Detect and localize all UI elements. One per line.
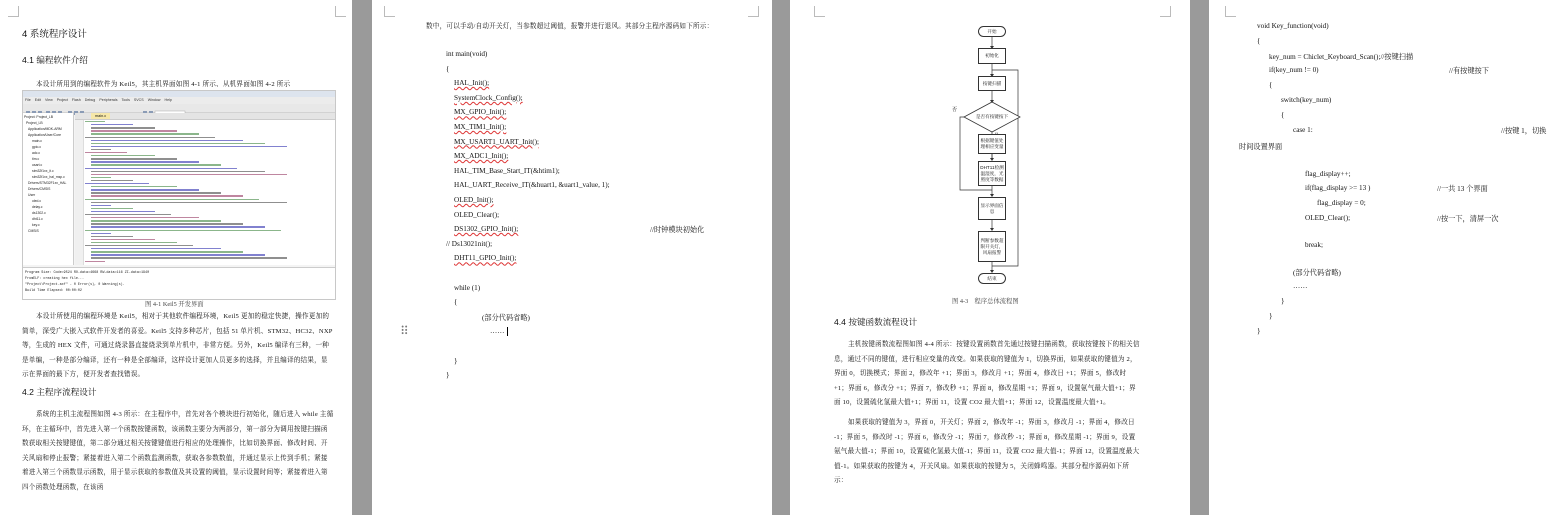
project-tree-item[interactable]: User [28,193,36,197]
code-line [91,149,111,150]
code-line: // Ds13021nit(); [446,239,493,248]
code-line: key_num = Chiclet_Keyboard_Scan();//按键扫描 [1269,52,1414,61]
code-line [85,152,127,153]
ide-menu-item[interactable]: Peripherals [99,98,118,102]
project-tree-item[interactable]: key.c [32,223,40,227]
project-tree-item[interactable]: Drivers/CMSIS [28,187,51,191]
paragraph: 本设计所使用的编程环境是 Keil5，相对于其他软件编程环境，Keil5 更加的稳定快捷，操作更加的简单，深受广大嵌入式软件开发者的喜爱。Keil5 支持多种芯片，包括 51 单片机、STM32、HC32、NXP 等，生成的 HEX 文件，可通过烧录器直接烧录到单片机中，非常方便。另外，Keil5 编译有三种，一种是单编，一种是部分编译，还有一种是全部编译，这样设计更加人员更多的选择，并且编译的结果，显示在界面的最下方，便开发者查找错误。 [22,313,333,378]
line-number-gutter [75,120,84,265]
crop-mark [1225,6,1236,17]
code-line [91,239,155,240]
ide-menu-item[interactable]: File [25,98,31,102]
code-line: { [1281,110,1285,119]
code-line: MX_USART1_UART_Init(); [454,137,539,146]
code-line [91,202,287,203]
code-line [91,242,177,243]
code-line: HAL_UART_Receive_IT(&huart1, &uart1_value, 1); [454,181,610,190]
code-editor[interactable] [75,113,335,265]
code-comment: //按一下，清屏一次 [1437,215,1499,223]
code-line [91,130,177,131]
drag-handle-icon[interactable]: ⠿ [400,324,409,338]
keil5-ide-screenshot [22,90,336,300]
code-line [85,214,171,215]
code-line [91,251,243,252]
project-tree-item[interactable]: dht11.c [32,217,43,221]
ide-menu-item[interactable]: Help [164,98,172,102]
code-line: { [1269,81,1273,90]
ide-menu-item[interactable]: SVCS [133,98,144,102]
code-line: DS1302_GPIO_Init(); [454,225,519,234]
project-tree-item[interactable]: stm32f1xx_hal_msp.c [32,175,65,179]
text-cursor [507,327,508,336]
code-line: flag_display = 0; [1317,199,1366,208]
code-line [91,180,133,181]
figure-caption: 图 4-1 Keil5 开发界面 [145,301,204,308]
code-line: OLED_Clear(); [1305,214,1351,222]
code-line [91,140,243,141]
flow-control: 判断参数超限开关灯，风扇报警 [978,231,1006,262]
code-line [91,124,133,125]
project-tree-item[interactable]: adc.c [32,151,41,155]
ide-menu-item[interactable]: View [45,98,53,102]
code-line: } [1269,312,1273,320]
project-tree-item[interactable]: ds1302.c [32,211,46,215]
project-tree-item[interactable]: usart.c [32,163,43,167]
code-line [91,195,243,196]
crop-mark [8,6,19,17]
project-tree-item[interactable]: Application/User/Core [28,133,61,137]
project-tree-item[interactable]: gpio.c [32,145,42,149]
build-output-line: FromELF: creating hex file... [25,277,85,281]
build-output-line: Build Time Elapsed: 00:00:02 [25,289,82,293]
build-output-line: Program Size: Code=9524 RO-data=4668 RW-data=116 ZI-data=1940 [25,271,150,275]
code-line: while (1) [454,283,481,292]
flow-display: 显示界面信息 [978,197,1006,220]
section-title: 4.1 编程软件介绍 [22,55,88,65]
code-line [85,137,215,138]
ide-menu-item[interactable]: Tools [121,98,130,102]
code-line: SystemClock_Config(); [454,93,523,102]
code-line: DHT11_GPIO_Init(); [454,254,517,263]
flow-no-label: 否 [952,108,958,113]
code-line [91,177,111,178]
code-line: HAL_Init(); [454,79,490,88]
code-line: …… [490,327,508,336]
project-tree-item[interactable]: tim.c [32,157,40,161]
code-line: …… [1293,282,1308,291]
project-tree-item[interactable]: oled.c [32,199,42,203]
build-output-panel [23,267,335,300]
ide-menu-item[interactable]: Project [56,98,68,102]
project-tree-item[interactable]: Project_LB [26,121,43,125]
code-line: void Key_function(void) [1257,22,1329,30]
code-line [91,146,287,147]
crop-mark [335,6,346,17]
code-comment: //一共 13 个界面 [1437,185,1488,194]
flow-start: 开始 [978,26,1006,37]
paragraph: 如果获取的键值为 3，界面 0，开关灯；界面 2，修改年 -1；界面 3，修改月 -1；界面 4，修改日 -1；界面 5，修改时 -1；界面 6，修改分 -1；界面 7，修改秒 -1；界面 8，修改星期 -1；界面 9，设置氨气最大值-1；界面 10，设置硫化氢最大值-1；界面 11，设置 CO2 最大值-1；界面 12，设置温度最大值-1。如果获取的按键为 4，开关风扇。如果获取的按键为 5，关闭蜂鸣器。其部分程序源码如下所示： [834,419,1140,484]
code-line [91,211,155,212]
code-line [91,127,155,128]
code-line [91,226,265,227]
code-line: MX_GPIO_Init(); [454,108,507,117]
code-comment: //有按键按下 [1449,67,1489,76]
chapter-title: 4 系统程序设计 [22,29,87,40]
section-title: 4.2 主程序流程设计 [22,387,97,397]
code-line [85,230,281,231]
project-tree-item[interactable]: stm32f1xx_it.c [32,169,54,173]
code-line [91,189,199,190]
code-line: int main(void) [446,50,488,58]
code-comment: //时钟模块初始化 [650,226,705,235]
code-line [85,245,193,246]
code-line: (部分代码省略) [1293,268,1341,277]
code-line [91,161,199,162]
document-page-1 [0,0,352,515]
code-line [91,174,287,175]
flow-init: 初始化 [978,48,1006,64]
section-title: 4.4 按键函数流程设计 [834,317,918,327]
code-line: 时间设置界面 [1239,142,1283,151]
code-line: if(flag_display >= 13 ) [1305,184,1371,193]
code-line [91,158,177,159]
crop-mark [748,6,759,17]
code-line [91,220,221,221]
ide-menu-item[interactable]: Debug [84,98,96,102]
code-line [91,248,221,249]
code-line [91,233,111,234]
project-tree-item[interactable]: Application/MDK-ARM [28,127,62,131]
flow-process-keys: 根据键值处理相应变量 [978,134,1006,154]
code-line: MX_TIM1_Init(); [454,123,507,131]
code-line [85,168,237,169]
code-line [85,199,259,200]
code-line [91,133,199,134]
flow-decision-label: 是否有按键按下 [975,114,1009,119]
code-line: { [1257,36,1261,45]
code-line: break; [1305,240,1323,249]
code-line: } [1257,326,1261,335]
code-line: (部分代码省略) [482,313,530,322]
flow-end: 结束 [978,273,1006,284]
code-line [91,208,133,209]
code-line [85,183,149,184]
code-line [91,164,221,165]
ide-menu-item[interactable]: Window [147,98,161,102]
code-line: { [446,64,450,73]
code-line [85,261,105,262]
project-tree-panel[interactable] [23,113,74,265]
project-tree-item[interactable]: CMSIS [28,229,39,233]
code-comment: //按键 1，切换 [1501,126,1547,135]
code-line: switch(key_num) [1281,96,1332,104]
code-line [91,257,287,258]
ide-toolbar [23,104,335,113]
code-line: OLED_Clear(); [454,210,500,219]
ide-menu-item[interactable]: Flash [71,98,81,102]
build-output-line: "Project\Project.axf" - 0 Error(s), 0 Warning(s). [25,283,125,287]
editor-tab-bar [75,113,335,120]
code-line: if(key_num != 0) [1269,66,1319,75]
flow-sensor-detect: DHT11检测温湿度，光照度等数据 [978,161,1006,186]
crop-mark [384,6,395,17]
paragraph: 主机按键函数流程图如图 4-4 所示：按键设置函数首先通过按键扫描函数，获取按键按下的相关信息，通过不同的键值，进行相应变量的改变。如果获取的键值为 1，切换界面，如果获取的键值为 2，界面 0，切换模式；界面 2，修改年 +1；界面 3，修改月 +1；界面 4，修改日 +1；界面 5，修改时 +1；界面 6，修改分 +1；界面 7，修改秒 +1；界面 8，修改星期 +1；界面 9，设置氨气最大值+1；界面 10，设置硫化氢最大值+1；界面 11，设置 CO2 最大值+1；界面 12，设置温度最大值+1。 [834,341,1140,406]
code-line [91,254,265,255]
paragraph: 数中，可以手动/自动开关灯，当参数超过阈值，报警并进行退风。其部分主程序源码如下所示： [426,23,714,30]
code-line [91,186,177,187]
code-line: } [454,356,458,365]
ide-menu-item[interactable]: Edit [34,98,41,102]
code-line: flag_display++; [1305,169,1351,178]
code-line: OLED_Init(); [454,196,494,204]
code-line: } [446,371,450,380]
code-line [91,155,155,156]
paragraph: 系统的主机主流程图如图 4-3 所示：在主程序中，首先对各个模块进行初始化，随后进入 while 主循环，在主循环中，首先进入第一个函数按键函数，该函数主要分为两部分，第一部分为调用按键扫描函数获取相关按键键值，第二部分通过相关按键键值进行相应的处理操作，比如切换界面、修改时间、开关风扇和停止报警；紧接着进入第二个函数监测函数，获取各参数数值，并通过显示上传到手机；紧接着进入第三个函数显示函数，用于显示获取的参数值及其设置的阈值，显示设置时间等；紧接着进入第四个函数处理函数，在该函 [22,411,334,491]
code-line: MX_ADC1_Init(); [454,152,509,161]
code-line [91,223,243,224]
code-line [91,217,199,218]
code-line [85,121,105,122]
code-line: HAL_TIM_Base_Start_IT(&htim1); [454,166,560,175]
flow-key-scan: 按键扫描 [978,76,1006,91]
document-page-4 [1209,0,1567,515]
editor-code-lines [85,121,335,265]
code-line [91,171,265,172]
document-page-2 [372,0,772,515]
code-line: { [454,298,458,307]
code-line: case 1: [1293,125,1313,134]
code-line [91,236,133,237]
figure-caption: 图 4-3 程序总体流程图 [952,298,1019,305]
code-line [91,143,265,144]
editor-tab[interactable]: main.c [91,113,110,119]
project-tree-item[interactable]: main.c [32,139,42,143]
project-tree-item[interactable]: Drivers/STM32F1xx_HAL [28,181,67,185]
project-tree-item[interactable]: Project: Project_LB [24,115,54,119]
paragraph: 本设计所用到的编程软件为 Keil5，其主机界面如图 4-1 所示、从机界面如图 4-2 所示 [36,81,291,88]
document-page-3 [790,0,1190,515]
code-line [91,192,221,193]
code-line [91,205,111,206]
project-tree-item[interactable]: delay.c [32,205,43,209]
code-line: } [1281,297,1285,306]
